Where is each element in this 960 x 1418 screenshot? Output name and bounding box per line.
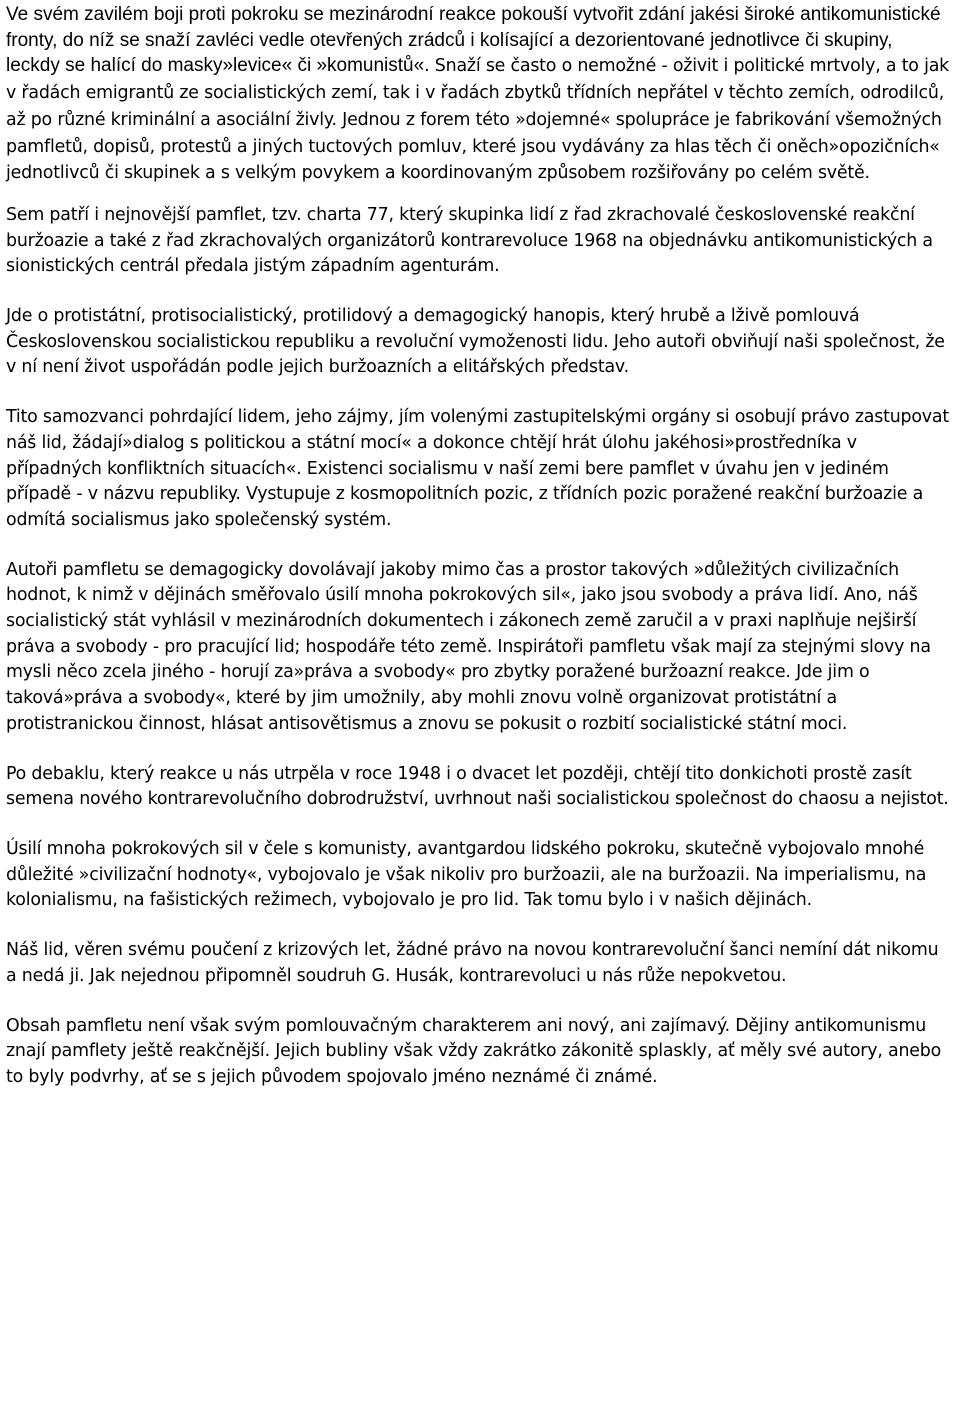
paragraph-6: Po debaklu, který reakce u nás utrpěla v roce 1948 i o dvacet let později, chtějí tito donkichoti prostě zasít semena nového kontrarevolučního dobrodružství, uvrhnout naši socialistickou společnost do chaosu a nejistot. [6, 763, 949, 810]
paragraph-1-intro: Ve svém zavilém boji proti pokroku se mezinárodní reakce pokouší vytvořit zdání jakési široké antikomunistické fronty, do níž se snaží zavléci vedle otevřených zrádců i kolísající a dezorientované jednotlivce či skupiny, leckdy se halící do masky»levice« či »komunistů«. [6, 4, 941, 77]
paragraph-3: Jde o protistátní, protisocialistický, protilidový a demagogický hanopis, který hrubě a lživě pomlouvá Československou socialistickou republiku a revoluční vymoženosti lidu. Jeho autoři obviňují naši společnost, že v ní není život uspořádán podle jejich buržoazních a elitářských představ. [6, 306, 945, 378]
paragraph-1-text: Snaží se často o nemožné - oživit i politické mrtvoly, a to jak v řadách emigrantů ze socialistických zemí, tak i v řadách zbytků třídních nepřátel v těchto zemích, odrodilců, až po různé kriminální a asociální živly. Jednou z forem této »dojemné« spolupráce je fabrikování všemožných pamfletů, dopisů, protestů a jiných tuctových pomluv, které jsou vydávány za hlas těch či oněch»opozičních« jednotlivců či skupinek a s velkým povykem a koordinovaným způsobem rozšiřovány po celém světě. [6, 56, 950, 184]
paragraph-8: Náš lid, věren svému poučení z krizových let, žádné právo na novou kontrarevoluční šanci nemíní dát nikomu a nedá ji. Jak nejednou připomněl soudruh G. Husák, kontrarevoluci u nás růže nepokvetou. [6, 940, 939, 986]
paragraph-7: Úsilí mnoha pokrokových sil v čele s komunisty, avantgardou lidského pokroku, skutečně vybojovalo mnohé důležité »civilizační hodnoty«, vybojovalo je však nikoliv pro buržoazii, ale na buržoazii. Na imperialismu, na kolonialismu, na fašistických režimech, vybojovalo je pro lid. Tak tomu bylo i v našich dějinách. [6, 838, 927, 911]
paragraph-4: Tito samozvanci pohrdající lidem, jeho zájmy, jím volenými zastupitelskými orgány si osobují právo zastupovat náš lid, žádají»dialog s politickou a státní mocí« a dokonce chtějí hrát úlohu jakéhosi»prostředníka v případných konfliktních situacích«. Existenci socialismu v naší zemi bere pamflet v úvahu jen v jediném případě - v názvu republiky. Vystupuje z kosmopolitních pozic, z třídních pozic poražené reakční buržoazie a odmítá socialismus jako společenský systém. [6, 407, 949, 530]
paragraph-5: Autoři pamfletu se demagogicky dovolávají jakoby mimo čas a prostor takových »důležitých civilizačních hodnot, k nimž v dějinách směřovalo úsilí mnoha pokrokových sil«, jako jsou svobody a práva lidí. Ano, náš socialistický stát vyhlásil v mezinárodních dokumentech i zákonech země zaručil a v praxi naplňuje nejširší práva a svobody - pro pracující lid; hospodáře této země. Inspirátoři pamfletu však mají za stejnými slovy na mysli něco zcela jiného - horují za»práva a svobody« pro zbytky poražené buržoazní reakce. Jde jim o taková»práva a svobody«, které by jim umožnily, aby mohli znovu volně organizovat protistátní a protistranickou činnost, hlásat antisovětismus a znovu se pokusit o rozbití socialistické státní moci. [6, 559, 931, 734]
paragraph-9: Obsah pamfletu není však svým pomlouvačným charakterem ani nový, ani zajímavý. Dějiny antikomunismu znají pamflety ještě reakčnější. Jejich bubliny však vždy zakrátko zákonitě splaskly, ať měly své autory, anebo to byly podvrhy, ať se s jejich původem spojovalo jméno neznámé či známé. [6, 1015, 942, 1087]
paragraph-1 [6, 2, 950, 187]
paragraph-2: Sem patří i nejnovější pamflet, tzv. charta 77, který skupinka lidí z řad zkrachovalé československé reakční buržoazie a také z řad zkrachovalých organizátorů kontrarevoluce 1968 na objednávku antikomunistických a sionistických centrál předala jistým západním agenturám. [6, 204, 933, 277]
